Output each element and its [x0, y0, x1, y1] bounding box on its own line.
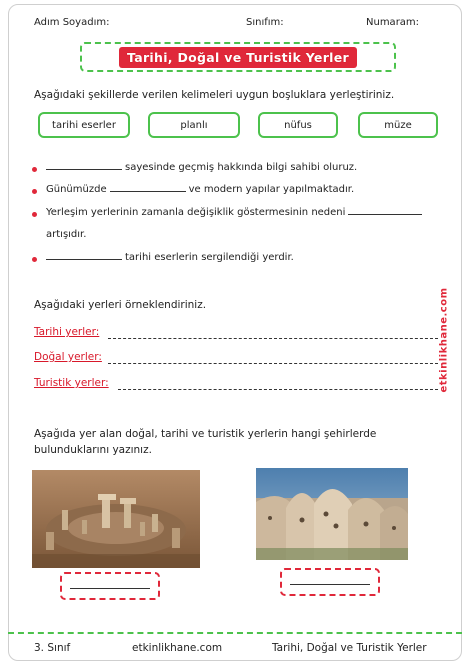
word-box-2 — [148, 112, 240, 138]
footer-divider — [8, 632, 462, 634]
footer-topic: Tarihi, Doğal ve Turistik Yerler — [272, 642, 427, 654]
word-label: nüfus — [284, 119, 312, 131]
sentence-text: Günümüzde — [46, 184, 107, 195]
sentence-text: tarihi eserlerin sergilendiği yerdir. — [125, 252, 294, 263]
sentence-3 — [46, 207, 425, 218]
blank-field[interactable] — [348, 214, 422, 215]
sentence-text: sayesinde geçmiş hakkında bilgi sahibi oluruz. — [125, 162, 358, 173]
bullet-dot — [32, 189, 37, 194]
touristic-places-answer-line[interactable] — [118, 389, 438, 390]
sentence-4 — [46, 252, 294, 263]
historic-site-photo — [32, 470, 200, 568]
section2-instruction: Aşağıdaki yerleri örneklendiriniz. — [34, 299, 207, 311]
section3-instruction-line1: Aşağıda yer alan doğal, tarihi ve turistik yerlerin hangi şehirlerde — [34, 428, 377, 440]
word-box-4 — [358, 112, 438, 138]
sentence-text: Yerleşim yerlerinin zamanla değişiklik göstermesinin nedeni — [46, 207, 346, 218]
side-watermark: etkinlikhane.com — [438, 287, 450, 393]
natural-places-answer-line[interactable] — [108, 363, 438, 364]
word-box-3 — [258, 112, 338, 138]
bullet-dot — [32, 212, 37, 217]
natural-site-photo — [256, 468, 408, 560]
answer-line — [290, 584, 370, 585]
section3-instruction-line2: bulunduklarını yazınız. — [34, 444, 152, 456]
footer-website: etkinlikhane.com — [132, 642, 223, 654]
historic-places-label: Tarihi yerler: — [34, 326, 100, 338]
section1-instruction: Aşağıdaki şekillerde verilen kelimeleri uygun boşluklara yerleştiriniz. — [34, 89, 395, 101]
natural-places-label: Doğal yerler: — [34, 351, 102, 363]
blank-field[interactable] — [46, 259, 122, 260]
word-label: tarihi eserler — [52, 119, 116, 131]
bullet-dot — [32, 257, 37, 262]
title-box — [80, 42, 396, 72]
word-label: planlı — [180, 119, 208, 131]
footer-grade: 3. Sınıf — [34, 642, 71, 654]
historic-places-answer-line[interactable] — [108, 338, 438, 339]
number-label: Numaram: — [366, 17, 420, 28]
word-label: müze — [384, 119, 412, 131]
answer-line — [70, 588, 150, 589]
sentence-3-continuation: artışıdır. — [46, 229, 87, 240]
sentence-1 — [46, 162, 357, 173]
blank-field[interactable] — [110, 191, 186, 192]
touristic-places-label: Turistik yerler: — [34, 377, 109, 389]
class-label: Sınıfım: — [246, 17, 284, 28]
sentence-2 — [46, 184, 354, 195]
sentence-text: ve modern yapılar yapılmaktadır. — [188, 184, 355, 195]
page-title: Tarihi, Doğal ve Turistik Yerler — [119, 47, 357, 68]
natural-site-city-answer[interactable] — [280, 568, 380, 596]
historic-site-city-answer[interactable] — [60, 572, 160, 600]
name-label: Adım Soyadım: — [34, 17, 110, 28]
word-box-1 — [38, 112, 130, 138]
blank-field[interactable] — [46, 169, 122, 170]
bullet-dot — [32, 167, 37, 172]
